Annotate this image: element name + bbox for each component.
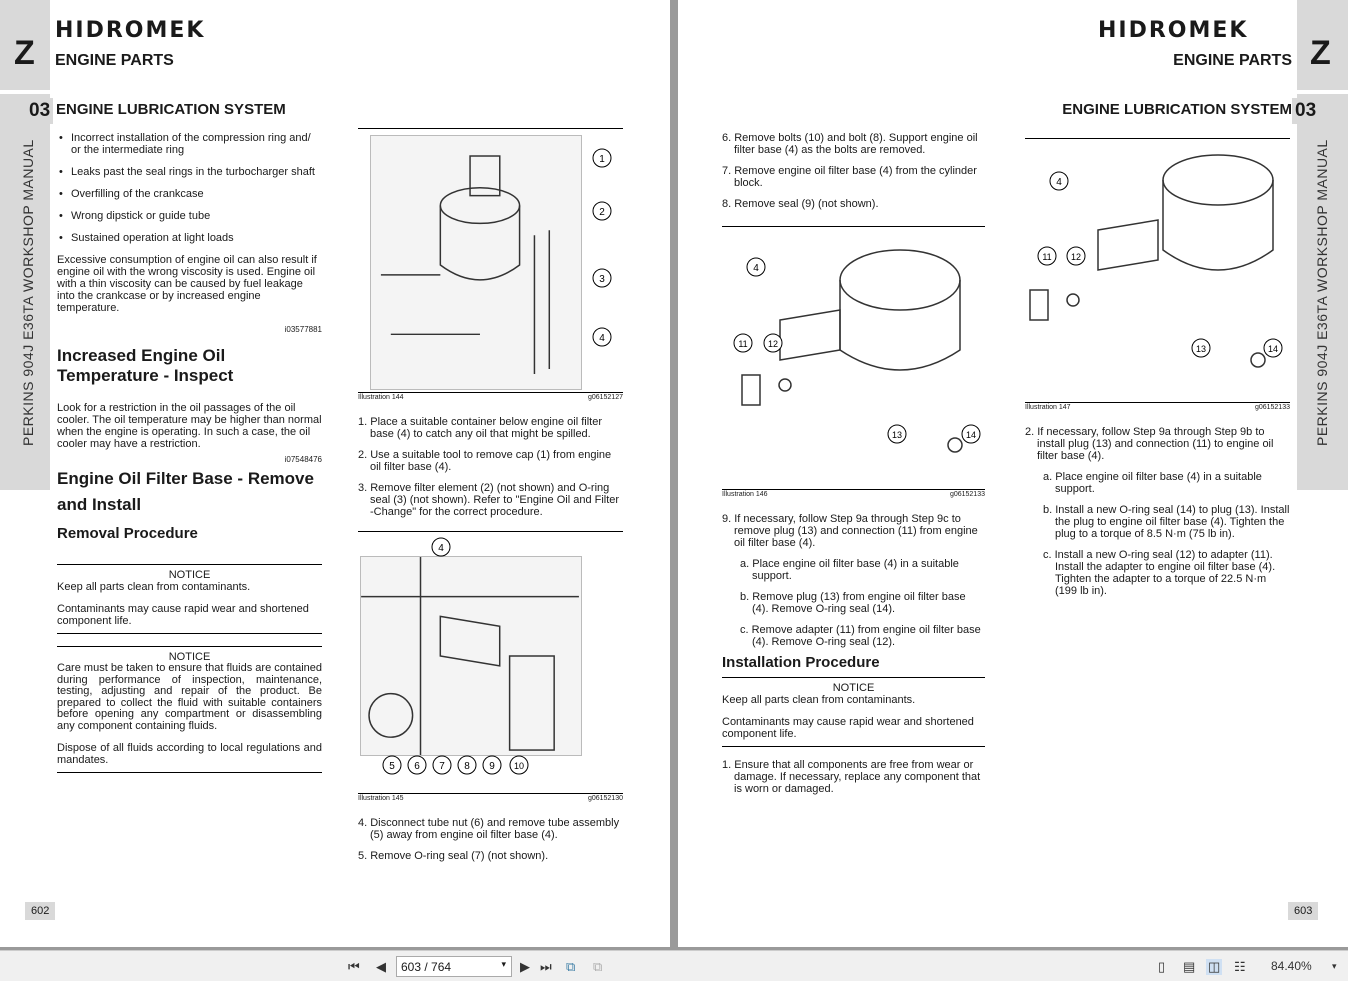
chapter-title: ENGINE LUBRICATION SYSTEM [56, 101, 286, 118]
brand-logo: HIDROMEK [55, 18, 206, 43]
left-page [0, 0, 670, 947]
svg-text:4: 4 [599, 333, 605, 344]
previous-page-button[interactable]: ◀ [376, 959, 386, 974]
callout-14 [1262, 338, 1284, 363]
right-page [678, 0, 1348, 947]
svg-text:14: 14 [1267, 344, 1279, 354]
callout-4 [746, 257, 766, 282]
notice-title: NOTICE [168, 569, 211, 581]
svg-text:11: 11 [738, 339, 748, 349]
caption-code: g06152133 [1254, 404, 1290, 411]
section-letter: Z [1310, 34, 1331, 72]
viewer-toolbar [0, 950, 1348, 981]
heading-filter-base: Engine Oil Filter Base - Remove and Install [57, 469, 314, 514]
step: 3. Remove filter element (2) (not shown) and O-ring seal (3) (not shown). Refer to "Engine Oil and Filter -Change" for the correct procedure. [358, 482, 620, 518]
doc-code: i07548476 [284, 455, 322, 464]
column-2 [1025, 426, 1290, 606]
step: 4. Disconnect tube nut (6) and remove tube assembly (5) away from engine oil filter base (4). [358, 817, 620, 841]
page-number: 603 [1288, 902, 1318, 920]
svg-text:5: 5 [389, 761, 395, 772]
page-field-value: 603 / 764 [401, 960, 452, 974]
callout-8 [457, 755, 477, 775]
callout-12 [1065, 246, 1087, 271]
caption [358, 793, 623, 802]
callout-13 [886, 424, 908, 449]
chapter-number: 03 [26, 98, 53, 124]
caption-label: Illustration 145 [358, 795, 404, 802]
notice-title: NOTICE [168, 651, 211, 663]
chevron-down-icon[interactable]: ▾ [501, 959, 506, 969]
tab-gap [1297, 90, 1348, 94]
svg-text:8: 8 [464, 761, 470, 772]
bullet-item: • Wrong dipstick or guide tube [57, 210, 322, 222]
step: 2. If necessary, follow Step 9a through Step 9b to install plug (13) and connection (11) to engine oil filter base (4). [1025, 426, 1274, 462]
tab-gap [0, 90, 50, 94]
caption-code: g06152130 [587, 795, 623, 802]
svg-text:2: 2 [599, 207, 605, 218]
callout-12 [762, 333, 784, 358]
continuous-view-icon[interactable]: ▤ [1183, 959, 1196, 974]
svg-text:6: 6 [414, 761, 420, 772]
divider [722, 226, 985, 227]
caption-code: g06152133 [949, 491, 985, 498]
callout-13 [1190, 338, 1212, 363]
svg-text:7: 7 [439, 761, 445, 772]
callout-1 [592, 148, 612, 173]
bullet-item: • Leaks past the seal rings in the turbocharger shaft [57, 166, 322, 178]
notice-text: Keep all parts clean from contaminants. [57, 581, 251, 593]
zoom-dropdown-icon[interactable]: ▾ [1332, 961, 1337, 971]
chapter-title: ENGINE LUBRICATION SYSTEM [1062, 101, 1292, 118]
notice-text: Care must be taken to ensure that fluids are contained during performance of inspection, maintenance, testing, adjusting and repair of the product. Be prepared to collect the fluid with suitable containers before opening any compartment or disassembling any component containing fluids. [57, 662, 322, 732]
next-view-icon[interactable]: ⧉ [593, 959, 603, 974]
svg-text:12: 12 [1070, 252, 1082, 262]
step: 6. Remove bolts (10) and bolt (8). Support engine oil filter base (4) as the bolts are removed. [722, 132, 978, 156]
notice-text: Contaminants may cause rapid wear and shortened component life. [57, 603, 309, 627]
section-letter: Z [14, 34, 35, 72]
section-title: ENGINE PARTS [1173, 52, 1292, 69]
step: 7. Remove engine oil filter base (4) from the cylinder block. [722, 165, 977, 189]
caption-label: Illustration 144 [358, 394, 404, 401]
callout-5 [382, 755, 402, 775]
callout-9 [482, 755, 502, 775]
callout-4 [592, 327, 612, 352]
heading-installation: Installation Procedure [722, 654, 880, 671]
page-number: 602 [25, 902, 55, 920]
paragraph: Look for a restriction in the oil passages of the oil cooler. The oil temperature may be higher than normal when the engine is operating. In such a case, the oil cooler may have a restriction. [57, 402, 322, 450]
bullet-item: • Sustained operation at light loads [57, 232, 322, 244]
heading-oil-temperature: Increased Engine Oil Temperature - Inspect [57, 346, 234, 385]
illustration-144 [370, 135, 582, 390]
callout-11 [1036, 246, 1058, 271]
single-page-view-icon[interactable]: ▯ [1158, 959, 1166, 974]
svg-text:1: 1 [599, 154, 605, 165]
notice-box [722, 677, 985, 747]
caption [722, 489, 985, 498]
svg-text:12: 12 [767, 339, 779, 349]
step: 2. Use a suitable tool to remove cap (1) from engine oil filter base (4). [358, 449, 612, 473]
notice-box [57, 564, 322, 634]
last-page-button[interactable]: ⏭ [540, 959, 552, 974]
sub-step: b. Install a new O-ring seal (14) to plug (13). Install the plug to engine oil filter base (4). Tighten the plug to a torque of 8.5 N·m (75 lb in). [1043, 504, 1290, 540]
doc-code: i03577881 [284, 325, 322, 334]
notice-text: Contaminants may cause rapid wear and shortened component life. [722, 716, 974, 740]
continuous-facing-view-icon[interactable]: ☷ [1234, 959, 1246, 974]
sub-step: a. Place engine oil filter base (4) in a suitable support. [1043, 471, 1262, 495]
bullet-item: • Overfilling of the crankcase [57, 188, 322, 200]
callout-3 [592, 268, 612, 293]
svg-text:9: 9 [489, 761, 495, 772]
callout-row [382, 755, 531, 775]
callout-4 [1049, 171, 1069, 196]
column-2 [358, 416, 623, 527]
notice-title: NOTICE [832, 682, 875, 694]
svg-text:10: 10 [513, 761, 525, 771]
facing-view-icon[interactable]: ◫ [1208, 959, 1221, 974]
callout-7 [432, 755, 452, 775]
column-2b [358, 817, 623, 871]
side-title: PERKINS 904J E36TA WORKSHOP MANUAL [20, 139, 36, 446]
column-1 [57, 132, 322, 773]
side-title: PERKINS 904J E36TA WORKSHOP MANUAL [1314, 139, 1330, 446]
illustration-145 [360, 556, 582, 756]
svg-text:4: 4 [438, 543, 444, 554]
column-1 [722, 132, 985, 219]
divider [358, 128, 623, 129]
notice-box [57, 646, 322, 773]
sub-step: b. Remove plug (13) from engine oil filter base (4). Remove O-ring seal (14). [740, 591, 966, 615]
heading-removal: Removal Procedure [57, 525, 198, 542]
zoom-level[interactable]: 84.40% [1271, 959, 1312, 973]
column-1b [722, 513, 985, 804]
caption-code: g06152127 [587, 394, 623, 401]
callout-2 [592, 201, 612, 226]
caption [1025, 402, 1290, 411]
illustration-146 [740, 240, 980, 480]
callout-6 [407, 755, 427, 775]
callout-11 [732, 333, 754, 358]
divider [1025, 138, 1290, 139]
callout-10 [507, 755, 531, 775]
divider [358, 531, 623, 532]
step: 1. Place a suitable container below engine oil filter base (4) to catch any oil that might be spilled. [358, 416, 602, 440]
page-number-field[interactable] [396, 956, 512, 977]
next-page-button[interactable]: ▶ [520, 959, 530, 974]
first-page-button[interactable]: ⏮ [348, 959, 360, 974]
notice-text: Keep all parts clean from contaminants. [722, 694, 916, 706]
svg-text:11: 11 [1042, 252, 1052, 262]
bullet-item: • Incorrect installation of the compression ring and/ or the intermediate ring [57, 132, 322, 156]
step: 5. Remove O-ring seal (7) (not shown). [358, 850, 549, 862]
caption-label: Illustration 146 [722, 491, 768, 498]
callout-4 [431, 537, 451, 562]
step: 1. Ensure that all components are free from wear or damage. If necessary, replace any component that is worn or damaged. [722, 759, 981, 795]
step: 9. If necessary, follow Step 9a through Step 9c to remove plug (13) and connection (11) from engine oil filter base (4). [722, 513, 978, 549]
chapter-number: 03 [1292, 98, 1319, 124]
brand-logo: HIDROMEK [1098, 18, 1249, 43]
caption-label: Illustration 147 [1025, 404, 1071, 411]
svg-text:4: 4 [1056, 177, 1062, 188]
svg-text:14: 14 [965, 430, 977, 440]
step: 8. Remove seal (9) (not shown). [722, 198, 879, 210]
callout-14 [960, 424, 982, 449]
notice-text: Dispose of all fluids according to local regulations and mandates. [57, 742, 322, 766]
caption [358, 392, 623, 401]
sub-step: c. Remove adapter (11) from engine oil filter base (4). Remove O-ring seal (12). [740, 624, 981, 648]
sub-step: a. Place engine oil filter base (4) in a suitable support. [740, 558, 959, 582]
svg-text:4: 4 [753, 263, 759, 274]
section-title: ENGINE PARTS [55, 52, 174, 69]
sub-step: c. Install a new O-ring seal (12) to adapter (11). Install the adapter to engine oil filter base (4). Tighten the adapter to a torque of 22.5 N·m (199 lb in). [1043, 549, 1276, 597]
svg-text:3: 3 [599, 274, 605, 285]
svg-text:13: 13 [891, 430, 903, 440]
previous-view-icon[interactable]: ⧉ [566, 959, 576, 974]
svg-text:13: 13 [1195, 344, 1207, 354]
paragraph: Excessive consumption of engine oil can also result if engine oil with the wrong viscosity is used. Engine oil with a thin viscosity can be caused by fuel leakage into the crankcase or by increased engine temperature. [57, 254, 317, 314]
